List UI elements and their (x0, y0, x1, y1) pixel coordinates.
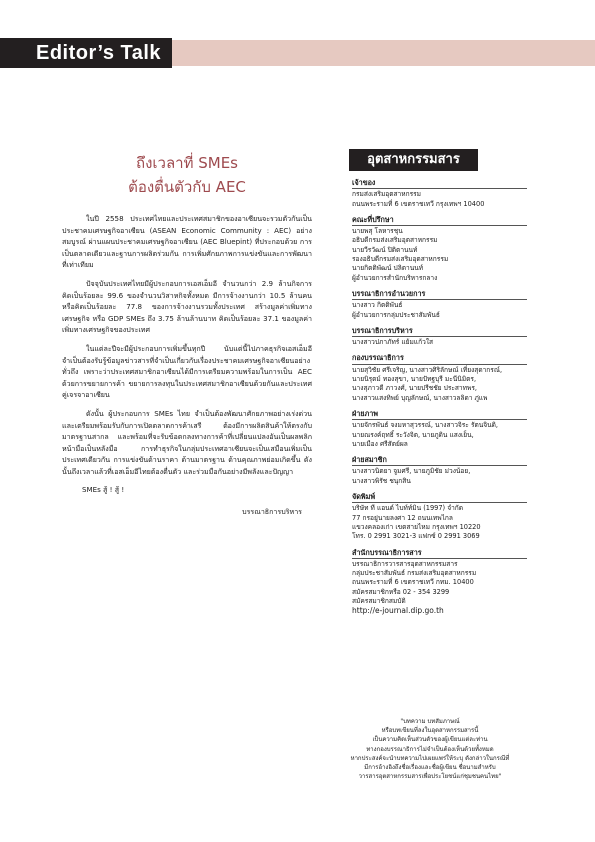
masthead-section-advisors (352, 215, 527, 283)
quote-line: ทางกองบรรณาธิการไม่จำเป็นต้องเห็นด้วยทั้งหมด (366, 745, 494, 753)
article-paragraph: ในปี 2558 ประเทศไทยและประเทศสมาชิกของอาเซียนจะรวมตัวกันเป็นประชาคมเศรษฐกิจอาเซียน (ASEAN Economic Community : AEC) อย่างสมบูรณ์ ผ่านแผนประชาคมเศรษฐกิจอาเซียน (AEC Bluepint) ที่ประกอบด้วย การเป็นตลาดเดียวและฐานการผลิตร่วมกัน การเพิ่มศักยภาพการแข่งขันและการพัฒนาที่เท่าเทียม (62, 214, 312, 270)
masthead-section-editorial-office (352, 548, 527, 616)
masthead-line: นายนิรุตม์ ทองสุขา, นายปัทฐบุรี มะนีนิมิตร, (352, 375, 477, 384)
masthead-section-executive-editor (352, 326, 527, 348)
article-exclaim: SMEs สู้ ! สู้ ! (82, 485, 125, 495)
masthead-line: ถนนพระรามที่ 6 เขตราชเทวี กรุงเทพฯ 10400 (352, 199, 485, 208)
masthead-line: สมัครสมาชิกหรือ 02 - 354 3299 (352, 587, 450, 596)
masthead-line: ผู้อำนวยการสำนักบริหารกลาง (352, 273, 438, 282)
masthead-line: นายจักรพันธ์ จงมหาสุวรรณ์, นางสาวจิระ รัตนจินดิ, (352, 421, 499, 430)
masthead-line: นางสาว กิตติพันธ์ (352, 301, 403, 310)
masthead-section-owner (352, 178, 527, 209)
masthead-heading: จัดพิมพ์ (352, 492, 527, 503)
masthead-line: นางสาวแสงทิพย์ บุญลักษณ์, นางสาวลลิดา ภู่แพ (352, 393, 488, 402)
masthead-line: นายกิตติพัฒน์ ปลิตานนท์ (352, 264, 424, 273)
section-tab (0, 38, 172, 68)
masthead-heading: เจ้าของ (352, 178, 527, 189)
masthead-line: ถนนพระรามที่ 6 เขตราชเทวี กทม. 10400 (352, 578, 474, 587)
masthead-line: รองอธิบดีกรมส่งเสริมอุตสาหกรรม (352, 255, 449, 264)
masthead-line: สมัครสมาชิกสมบัติ (352, 596, 406, 605)
masthead-line: นางสาวปภาภัทร์ แย้มแก้วใส (352, 338, 434, 347)
quote-line: เป็นความคิดเห็นส่วนตัวของผู้เขียนแต่ละท่าน (372, 736, 488, 744)
masthead-line: นายวีรวัฒน์ ปิติตานนท์ (352, 245, 418, 254)
masthead-section-editorial-board (352, 353, 527, 402)
article-paragraph: ปัจจุบันประเทศไทยมีผู้ประกอบการเอสเอ็มอี จำนวนกว่า 2.9 ล้านกิจการ คิดเป็นร้อยละ 99.6 ของจำนวนวิสาหกิจทั้งหมด มีการจ้างงานกว่า 10.5 ล้านคน หรือคิดเป็นร้อยละ 77.8 ของการจ้างงานรวมทั้งประเทศ สร้างมูลค่าเพิ่มทางเศรษฐกิจ หรือ GDP SMEs ถึง 3.75 ล้านล้านบาท คิดเป็นร้อยละ 37.1 ของมูลค่าเพิ่มทางเศรษฐกิจของประเทศ (62, 278, 312, 335)
masthead-line: อธิบดีกรมส่งเสริมอุตสาหกรรม (352, 236, 438, 245)
masthead-title: อุตสาหกรรมสาร (349, 149, 478, 171)
masthead-line: บรรณาธิการวารสารอุตสาหกรรมสาร (352, 559, 458, 568)
masthead-line: ผู้อำนวยการกลุ่มประชาสัมพันธ์ (352, 310, 440, 319)
disclaimer-quote (350, 717, 510, 781)
quote-line: หากประสงค์จะนำบทความไปเผยแพร่ให้ระบุ ดังกล่าวในกรณีที่มีการอ้างอิงถึงชื่อเรื่องและชื่อผู้เขียน ชื่อนามสำหรับ (350, 754, 510, 772)
journal-url-link[interactable]: http://e-journal.dip.go.th (352, 606, 444, 616)
masthead-line: บริษัท ที แอนด์ ไบท์ท์มิน (1997) จำกัด (352, 504, 464, 513)
masthead-heading: บรรณาธิการบริหาร (352, 326, 527, 337)
masthead-line: นายสุวิชัย ศรีเจริญ, นางสาวศิริลักษณ์ เที่ยงสุดากรณ์, (352, 365, 503, 374)
masthead-line: แขวงคลองเก่า เขตสายไหม กรุงเทพฯ 10220 (352, 522, 481, 531)
masthead-heading: สำนักบรรณาธิการสาร (352, 548, 527, 559)
article-title-line2: ต้องตื่นตัวกับ AEC (128, 178, 246, 196)
quote-line: "บทความ บทสัมภาษณ์ (400, 718, 460, 725)
article-body (62, 213, 312, 525)
quote-line: หรือบทเขียนที่ลงในอุตสาหกรรมสารนี้ (381, 727, 479, 735)
masthead-line: 77 กรอยู่นายลงศา 12 ถนนเทพไกล (352, 513, 453, 522)
masthead-line: โทร. 0 2991 3021-3 แฟกซ์ 0 2991 3069 (352, 532, 480, 541)
masthead-heading: กองบรรณาธิการ (352, 353, 527, 364)
masthead-section-photo (352, 409, 527, 449)
masthead-heading: บรรณาธิการอำนวยการ (352, 289, 527, 300)
masthead-heading: คณะที่ปรึกษา (352, 215, 527, 226)
article-paragraph: ดังนั้น ผู้ประกอบการ SMEs ไทย จำเป็นต้องพัฒนาศักยภาพอย่างเร่งด่วน และเตรียมพร้อมรับกับการเปิดตลาดการค้าเสรี ต้องมีการผลิตสินค้าให้ตรงกับมาตรฐานสากล และพร้อมที่จะรับข้อตกลงทางการค้าที่เปลี่ยนแปลงอันเป็นผลพลิกหน้ามือเป็นหลังมือ การทำธุรกิจในกลุ่มประเทศอาเซียนจะเป็นเสมือนเพิ่มเป็นประเทศเดียวกัน การแข่งขันด้านราคา ด้านมาตรฐาน ด้านคุณภาพย่อมเกิดขึ้น ดังนั้นถึงเวลาแล้วที่เอสเอ็มอีไทยต้องตื่นตัว และร่วมมือกันอย่างมีพลังและปัญญา (62, 408, 312, 476)
masthead-section-members (352, 455, 527, 486)
masthead-line: กลุ่มประชาสัมพันธ์ กรมส่งเสริมอุตสาหกรรม (352, 569, 477, 578)
masthead-section-managing-editor (352, 289, 527, 320)
quote-line: วารสารอุตสาหกรรมสารเพื่อประโยชน์แก่ชุมชนคนไทย" (358, 773, 502, 781)
masthead-line: กรมส่งเสริมอุตสาหกรรม (352, 190, 422, 199)
article-paragraph: ในแต่ละปีจะมีผู้ประกอบการเพิ่มขึ้นทุกปี นับแต่นี้ไปภาคธุรกิจเอสเอ็มอีจำเป็นต้องรับรู้ข้อมูลข่าวสารที่จำเป็นเกี่ยวกับเรื่องประชาคมเศรษฐกิจอาเซียนอย่างทั่วถึง เพราะว่าประเทศสมาชิกอาเซียนได้มีการเตรียมความพร้อมในการเป็น AEC ด้วยการขยายการค้า ขยายการลงทุนในประเทศสมาชิกอาเซียนด้วยกันและประเทศคู่เจรจาอาเซียน (62, 343, 312, 400)
article-title-line1: ถึงเวลาที่ SMEs (136, 154, 238, 172)
masthead-line: นายณรงค์ฤทธิ์ ระวังจิต, นายภูดิน แสงเย็น, (352, 430, 474, 439)
masthead-line: นายเมือง ศรีสัตย์ผล (352, 439, 408, 448)
masthead (352, 178, 527, 622)
masthead-section-printer (352, 492, 527, 541)
masthead-line: นางสาวพิรัช ชนุกสิน (352, 476, 411, 485)
masthead-heading: ฝ่ายภาพ (352, 409, 527, 420)
section-title: Editor’s Talk (36, 41, 162, 64)
masthead-heading: ฝ่ายสมาชิก (352, 455, 527, 466)
masthead-line: นายพสุ โลหารชุน (352, 227, 403, 236)
masthead-line: นางสุภาวดี ภาวงศ์, นายปรีชชัย ประสาทพร, (352, 384, 477, 393)
masthead-line: นางสาวนิตยา จูมศรี, นายภูมิชัย ม่วงน้อย, (352, 467, 471, 476)
article-signature: บรรณาธิการบริหาร (242, 507, 302, 517)
